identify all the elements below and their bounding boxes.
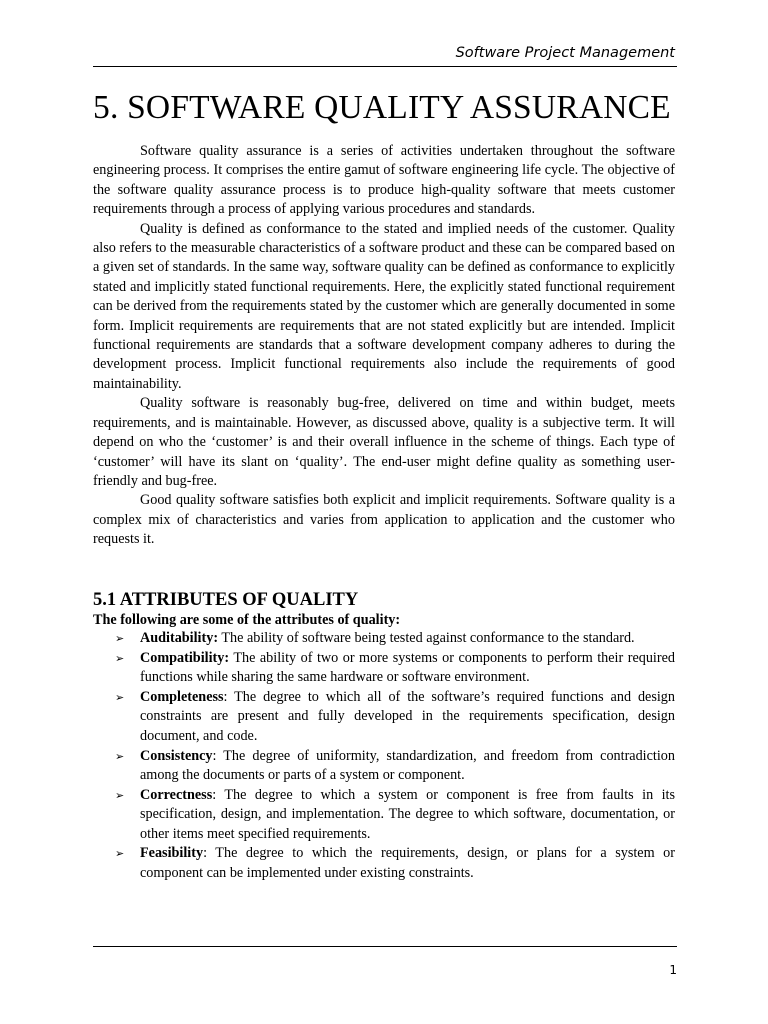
arrow-bullet-icon: ➢	[115, 788, 125, 802]
section-heading: 5.1 ATTRIBUTES OF QUALITY	[93, 590, 359, 610]
attribute-description: The ability of software being tested against conformance to the standard.	[218, 630, 635, 646]
list-intro: The following are some of the attributes of quality:	[93, 612, 401, 628]
paragraph: Quality software is reasonably bug-free, delivered on time and within budget, meets requirements, and is maintainable. However, as discussed above, quality is a subjective term. It will depend on who the ‘customer’ is and their overall influence in the scheme of things. Each type of ‘customer’ will have its slant on ‘quality’. The end-user might define quality as something user-friendly and bug-free.	[93, 395, 675, 489]
list-item	[93, 649, 675, 688]
attribute-term: Consistency	[140, 747, 213, 764]
attribute-term: Completeness	[140, 689, 224, 705]
attribute-term: Auditability:	[140, 630, 219, 646]
attribute-description: The ability of two or more systems or components to perform their required functions while sharing the same hardware or software environment.	[140, 649, 675, 686]
chapter-title: 5. SOFTWARE QUALITY ASSURANCE	[93, 89, 671, 126]
paragraph: Software quality assurance is a series of activities undertaken throughout the software engineering process. It comprises the entire gamut of software engineering life cycle. The objective of the software quality assurance process is to produce high-quality software that meets customer requirements through a process of applying various procedures and standards.	[93, 143, 675, 218]
paragraph: Good quality software satisfies both explicit and implicit requirements. Software quality is a complex mix of characteristics and varies from application to application and the customer who requests it.	[93, 492, 675, 548]
attribute-term: Correctness	[140, 786, 213, 803]
header-rule	[93, 66, 677, 67]
list-item	[93, 786, 675, 844]
paragraph: Quality is defined as conformance to the stated and implied needs of the customer. Quality also refers to the measurable characteristics of a software product and these can be compared based on a given set of standards. In the same way, software quality can be defined as conformance to explicitly stated and implicitly stated functional requirements. Here, the explicitly stated functional requirement can be derived from the requirements stated by the customer which are generally documented in some form. Implicit requirements are requirements that are not stated explicitly but are intended. Implicit functional requirements are standards that a software development company adheres to during the development process. Implicit functional requirements also include the requirements of good maintainability.	[93, 220, 675, 392]
list-item	[93, 629, 675, 648]
footer-rule	[93, 946, 677, 947]
arrow-bullet-icon: ➢	[115, 847, 125, 861]
list-item	[93, 747, 675, 786]
page-number: 1	[669, 963, 677, 977]
attribute-description: : The degree to which all of the software’s required functions and design constraints are present and fully developed in the requirements specification, design document, and code.	[140, 689, 675, 744]
running-header: Software Project Management	[455, 45, 675, 61]
attribute-description: : The degree of uniformity, standardization, and freedom from contradiction among the documents or parts of a system or component.	[140, 747, 675, 784]
attribute-description: : The degree to which a system or component is free from faults in its specification, design, and implementation. The degree to which software, documentation, or other items meet specified requirements.	[140, 786, 675, 842]
arrow-bullet-icon: ➢	[115, 749, 125, 763]
arrow-bullet-icon: ➢	[115, 691, 125, 704]
list-item	[93, 844, 675, 883]
attribute-term: Feasibility	[140, 845, 204, 862]
arrow-bullet-icon: ➢	[115, 632, 125, 645]
attribute-term: Compatibility:	[140, 649, 230, 666]
body-text	[93, 142, 675, 550]
attribute-list	[93, 629, 675, 883]
list-item	[93, 688, 675, 746]
attribute-description: : The degree to which the requirements, design, or plans for a system or component can be implemented under existing constraints.	[140, 845, 675, 881]
arrow-bullet-icon: ➢	[115, 651, 125, 665]
